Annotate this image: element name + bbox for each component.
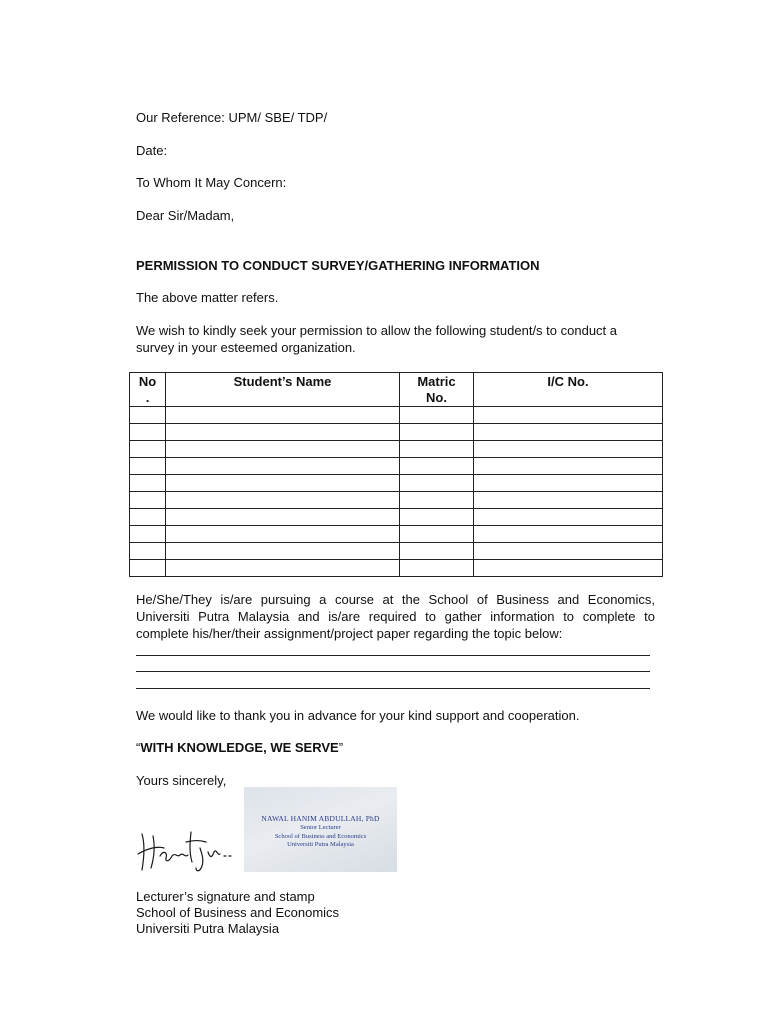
cell-no: [130, 509, 166, 526]
cell-matric: [400, 424, 474, 441]
table-row: [130, 560, 663, 577]
motto: “WITH KNOWLEDGE, WE SERVE”: [136, 740, 344, 755]
body-line: Universiti Putra Malaysia and is/are required to gather information to complete to: [136, 609, 655, 624]
cell-name: [166, 526, 400, 543]
cell-matric: [400, 543, 474, 560]
cell-no: [130, 441, 166, 458]
footer-school: School of Business and Economics: [136, 905, 340, 920]
cell-ic: [474, 560, 663, 577]
topic-blank-line: [136, 655, 650, 656]
cell-no: [130, 458, 166, 475]
col-header-no: No .: [130, 373, 166, 407]
reference-line: Our Reference: UPM/ SBE/ TDP/: [136, 110, 328, 125]
stamp-title: Senior Lecturer: [300, 824, 341, 831]
stamp-name: NAWAL HANIM ABDULLAH, PhD: [261, 814, 380, 823]
request-line: survey in your esteemed organization.: [136, 340, 356, 355]
body-line: He/She/They is/are pursuing a course at the School of Business and Economics,: [136, 592, 655, 607]
cell-name: [166, 407, 400, 424]
table-row: [130, 458, 663, 475]
thanks-line: We would like to thank you in advance for your kind support and cooperation.: [136, 708, 580, 723]
topic-blank-line: [136, 671, 650, 672]
cell-no: [130, 407, 166, 424]
cell-matric: [400, 475, 474, 492]
cell-matric: [400, 458, 474, 475]
cell-matric: [400, 509, 474, 526]
intro-line: The above matter refers.: [136, 290, 279, 305]
table-header-row: [130, 373, 663, 407]
table-row: [130, 475, 663, 492]
subject-heading: PERMISSION TO CONDUCT SURVEY/GATHERING INFORMATION: [136, 258, 540, 273]
to-whom-line: To Whom It May Concern:: [136, 175, 287, 190]
table-row: [130, 424, 663, 441]
cell-matric: [400, 492, 474, 509]
cell-ic: [474, 526, 663, 543]
cell-no: [130, 560, 166, 577]
closing-line: Yours sincerely,: [136, 773, 227, 788]
cell-ic: [474, 475, 663, 492]
cell-ic: [474, 407, 663, 424]
table-row: [130, 509, 663, 526]
cell-ic: [474, 509, 663, 526]
col-header-ic: I/C No.: [474, 373, 663, 407]
cell-no: [130, 475, 166, 492]
cell-name: [166, 560, 400, 577]
students-table: [129, 372, 663, 577]
cell-ic: [474, 458, 663, 475]
table-row: [130, 543, 663, 560]
col-header-name: Student’s Name: [166, 373, 400, 407]
cell-name: [166, 458, 400, 475]
cell-matric: [400, 407, 474, 424]
footer-university: Universiti Putra Malaysia: [136, 921, 280, 936]
cell-name: [166, 424, 400, 441]
date-line: Date:: [136, 143, 168, 158]
cell-no: [130, 492, 166, 509]
body-paragraph: [136, 591, 655, 642]
cell-ic: [474, 441, 663, 458]
cell-name: [166, 475, 400, 492]
request-line: We wish to kindly seek your permission to allow the following student/s to conduct a: [136, 323, 617, 338]
table-row: [130, 492, 663, 509]
salutation: Dear Sir/Madam,: [136, 208, 235, 223]
col-header-matric: Matric No.: [400, 373, 474, 407]
table-row: [130, 407, 663, 424]
topic-blank-line: [136, 688, 650, 689]
cell-matric: [400, 526, 474, 543]
cell-name: [166, 492, 400, 509]
cell-name: [166, 543, 400, 560]
cell-matric: [400, 560, 474, 577]
cell-matric: [400, 441, 474, 458]
cell-ic: [474, 492, 663, 509]
cell-no: [130, 526, 166, 543]
cell-name: [166, 441, 400, 458]
body-line: complete his/her/their assignment/project paper regarding the topic below:: [136, 626, 563, 641]
cell-ic: [474, 424, 663, 441]
cell-ic: [474, 543, 663, 560]
table-row: [130, 441, 663, 458]
footer-signature-label: Lecturer’s signature and stamp: [136, 889, 315, 904]
table-row: [130, 526, 663, 543]
stamp-dept: School of Business and Economics: [274, 833, 367, 840]
cell-name: [166, 509, 400, 526]
lecturer-stamp: [244, 787, 397, 872]
handwritten-signature: [136, 828, 236, 874]
stamp-univ: Universiti Putra Malaysia: [287, 841, 354, 848]
cell-no: [130, 543, 166, 560]
request-paragraph: [136, 322, 655, 356]
cell-no: [130, 424, 166, 441]
